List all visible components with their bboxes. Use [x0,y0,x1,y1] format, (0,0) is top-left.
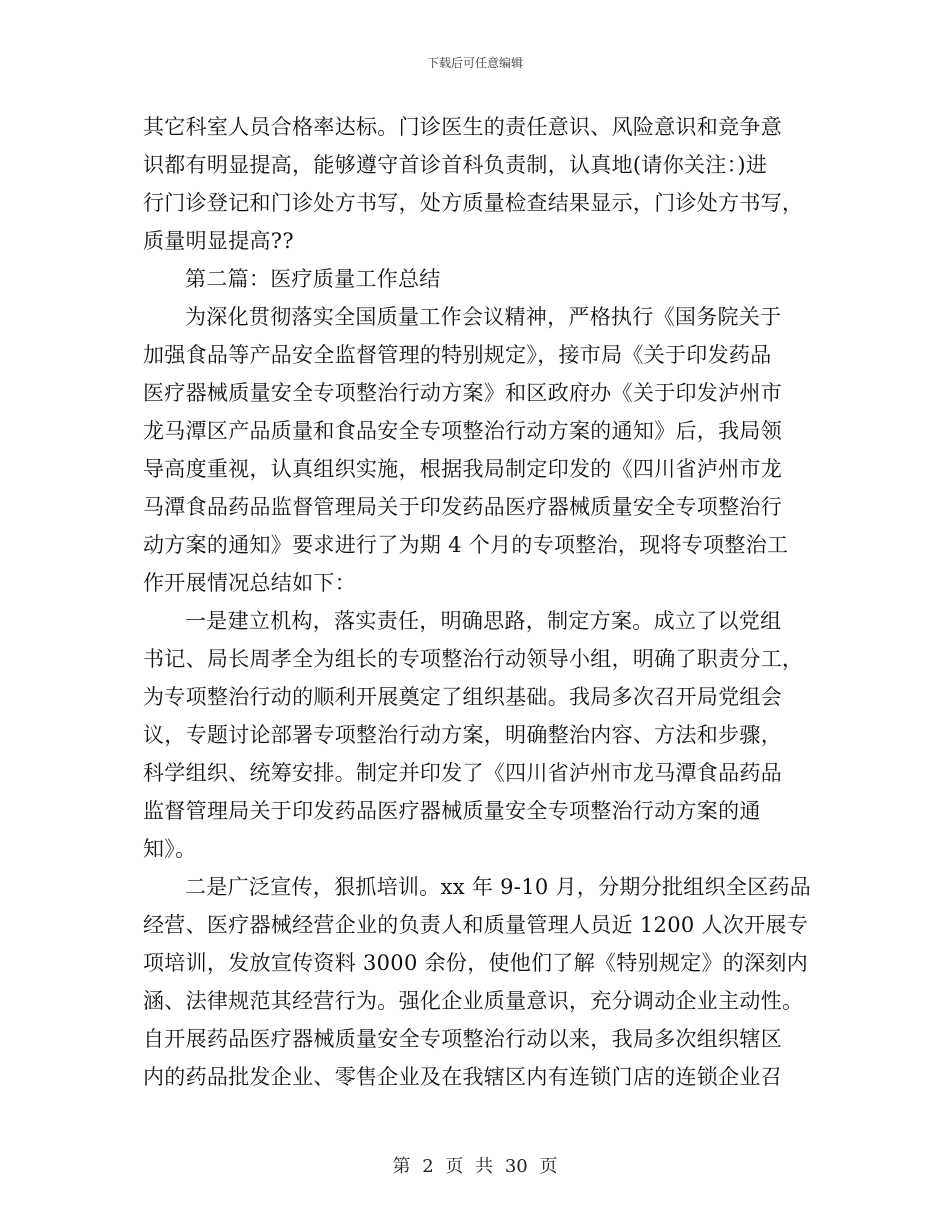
text-line: 龙马潭区产品质量和食品安全专项整治行动方案的通知》后，我局领 [143,419,782,443]
text-line: 医疗器械质量安全专项整治行动方案》和区政府办《关于印发泸州市 [143,381,782,405]
text-line: 导高度重视，认真组织实施，根据我局制定印发的《四川省泸州市龙 [143,457,782,481]
text-line: 涵、法律规范其经营行为。强化企业质量意识，充分调动企业主动性。 [143,989,804,1013]
text-line: 质量明显提高?? [143,229,294,253]
text-line: 其它科室人员合格率达标。门诊医生的责任意识、风险意识和竞争意 [143,115,782,139]
text-line: 议，专题讨论部署专项整治行动方案，明确整治内容、方法和步骤， [143,723,782,747]
text-line: 二是广泛宣传，狠抓培训。xx 年 9-10 月，分期分批组织全区药品 [185,875,812,899]
text-line: 科学组织、统筹安排。制定并印发了《四川省泸州市龙马潭食品药品 [143,761,782,785]
page-number-footer: 第 2 页 共 30 页 [392,1156,558,1177]
text-line: 为专项整治行动的顺利开展奠定了组织基础。我局多次召开局党组会 [143,685,782,709]
text-line: 知》。 [143,837,197,861]
page-header-note: 下载后可任意编辑 [426,56,523,70]
text-line: 行门诊登记和门诊处方书写，处方质量检查结果显示，门诊处方书写， [143,191,804,215]
text-line: 为深化贯彻落实全国质量工作会议精神，严格执行《国务院关于 [185,305,782,329]
text-line: 一是建立机构，落实责任，明确思路，制定方案。成立了以党组 [185,609,782,633]
text-line: 监督管理局关于印发药品医疗器械质量安全专项整治行动方案的通 [143,799,761,823]
text-line: 作开展情况总结如下： [143,571,356,595]
text-line: 内的药品批发企业、零售企业及在我辖区内有连锁门店的连锁企业召 [143,1065,782,1089]
text-line: 动方案的通知》要求进行了为期 4 个月的专项整治，现将专项整治工 [143,533,789,557]
text-line: 加强食品等产品安全监督管理的特别规定》，接市局《关于印发药品 [143,343,772,367]
text-line: 自开展药品医疗器械质量安全专项整治行动以来，我局多次组织辖区 [143,1027,782,1051]
section-heading: 第二篇：医疗质量工作总结 [185,267,441,291]
text-line: 马潭食品药品监督管理局关于印发药品医疗器械质量安全专项整治行 [143,495,782,519]
document-body [143,108,811,1096]
text-line: 经营、医疗器械经营企业的负责人和质量管理人员近 1200 人次开展专 [143,913,808,937]
text-line: 识都有明显提高，能够遵守首诊首科负责制，认真地(请你关注：)进 [143,153,768,177]
text-line: 项培训，发放宣传资料 3000 余份，使他们了解《特别规定》的深刻内 [143,951,808,975]
text-line: 书记、局长周孝全为组长的专项整治行动领导小组，明确了职责分工， [143,647,804,671]
